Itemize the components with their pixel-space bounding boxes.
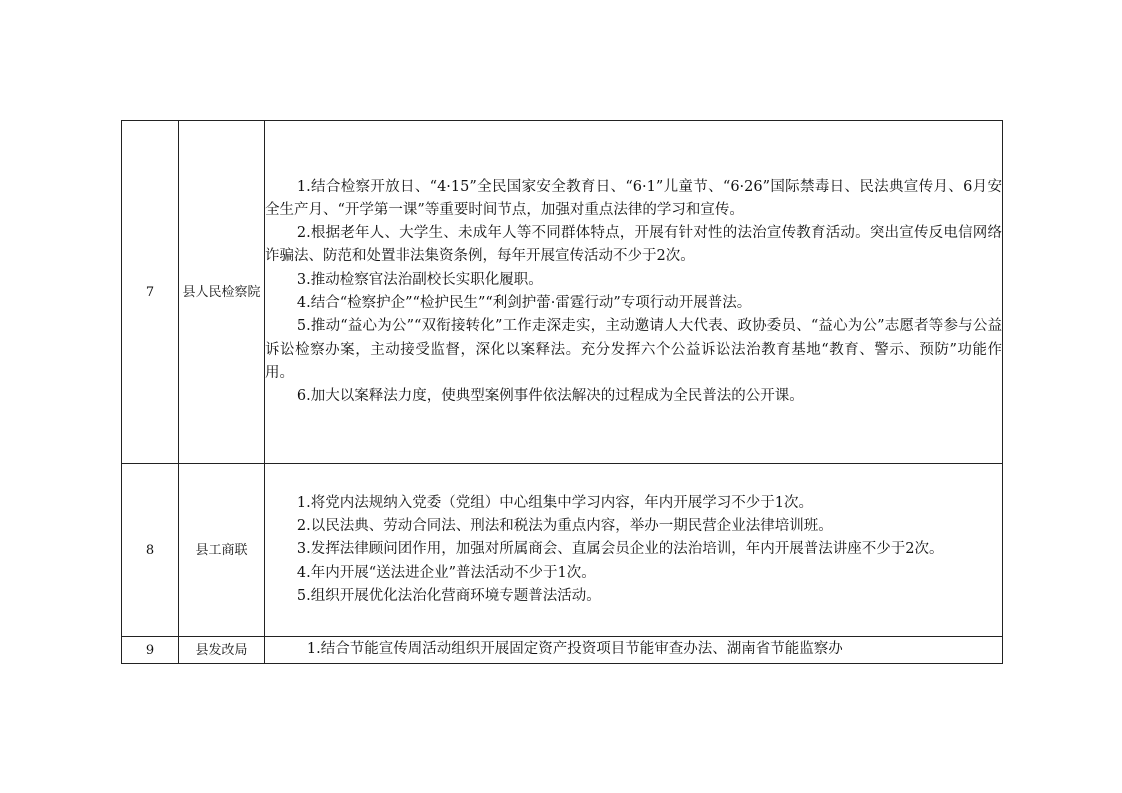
task-item: 5.推动“益心为公”“双衔接转化”工作走深走实，主动邀请人大代表、政协委员、“益心为公”志愿者等参与公益诉讼检察办案，主动接受监督，深化以案释法。充分发挥六个公益诉讼法治教育基地“教育、警示、预防”功能作用。 <box>265 318 1002 381</box>
task-item: 1.结合检察开放日、“4·15”全民国家安全教育日、“6·1”儿童节、“6·26”国际禁毒日、民法典宣传月、6月安全生产月、“开学第一课”等重要时间节点，加强对重点法律的学习和宣传。 <box>265 178 1002 218</box>
row-number: 7 <box>122 121 179 464</box>
task-content <box>265 637 1003 664</box>
task-content <box>265 121 1003 464</box>
table-row <box>122 637 1003 664</box>
task-item: 4.年内开展“送法进企业”普法活动不少于1次。 <box>296 564 596 581</box>
task-item: 2.以民法典、劳动合同法、刑法和税法为重点内容，举办一期民营企业法律培训班。 <box>296 518 833 535</box>
task-item: 5.组织开展优化法治化营商环境专题普法活动。 <box>296 587 601 604</box>
task-item: 3.发挥法律顾问团作用，加强对所属商会、直属会员企业的法治培训，年内开展普法讲座不少于2次。 <box>296 541 944 558</box>
task-item: 2.根据老年人、大学生、未成年人等不同群体特点，开展有针对性的法治宣传教育活动。突出宣传反电信网络诈骗法、防范和处置非法集资条例，每年开展宣传活动不少于2次。 <box>265 225 1002 265</box>
task-item: 3.推动检察官法治副校长实职化履职。 <box>296 271 543 288</box>
table-row <box>122 464 1003 637</box>
unit-name: 县发改局 <box>179 637 265 664</box>
row-number: 9 <box>122 637 179 664</box>
task-item: 6.加大以案释法力度，使典型案例事件依法解决的过程成为全民普法的公开课。 <box>296 388 804 405</box>
table-row <box>122 121 1003 464</box>
unit-name: 县工商联 <box>179 464 265 637</box>
task-content <box>265 464 1003 637</box>
responsibility-table <box>121 120 1003 664</box>
unit-name: 县人民检察院 <box>179 121 265 464</box>
row-number: 8 <box>122 464 179 637</box>
task-item: 1.将党内法规纳入党委（党组）中心组集中学习内容，年内开展学习不少于1次。 <box>296 494 813 511</box>
task-item: 1.结合节能宣传周活动组织开展固定资产投资项目节能审查办法、湖南省节能监察办 <box>306 641 843 658</box>
task-item: 4.结合“检察护企”“检护民生”“利剑护蕾·雷霆行动”专项行动开展普法。 <box>296 295 752 311</box>
